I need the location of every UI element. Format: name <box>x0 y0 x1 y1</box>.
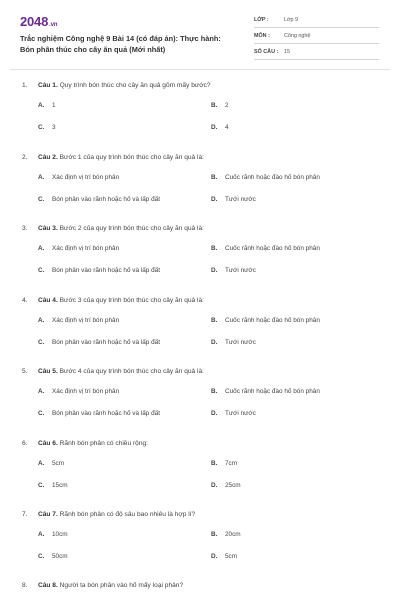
question-number: 7. <box>22 511 28 518</box>
question-label: Câu 4. <box>38 297 58 304</box>
option-d[interactable] <box>211 339 256 346</box>
question-label: Câu 1. <box>38 82 58 89</box>
option-letter: D. <box>211 482 218 489</box>
question-3 <box>0 225 400 297</box>
option-letter: D. <box>211 267 218 274</box>
question-label: Câu 5. <box>38 368 58 375</box>
option-b[interactable] <box>211 531 241 538</box>
option-letter: C. <box>38 339 45 346</box>
option-text: Bón phân vào rãnh hoặc hố và lấp đất <box>52 339 161 346</box>
option-letter: D. <box>211 553 218 560</box>
option-text: 5cm <box>225 553 238 560</box>
question-stem <box>38 440 148 447</box>
option-text: Bón phân vào rãnh hoặc hố và lấp đất <box>52 267 161 274</box>
option-text: 25cm <box>225 482 241 489</box>
option-text: 5cm <box>52 460 65 467</box>
option-d[interactable] <box>211 553 237 560</box>
title-line-1: Trắc nghiệm Công nghệ 9 Bài 14 (có đáp án): Thực hành: <box>20 34 221 43</box>
option-a[interactable] <box>38 174 119 181</box>
question-text: Người ta bón phân vào hố mấy loại phân? <box>59 582 184 589</box>
question-number: 2. <box>22 154 28 161</box>
option-letter: A. <box>38 460 45 467</box>
question-number: 5. <box>22 368 28 375</box>
option-a[interactable] <box>38 460 64 467</box>
option-c[interactable] <box>38 553 68 560</box>
option-d[interactable] <box>211 410 256 417</box>
option-text: Xác định vị trí bón phân <box>52 174 120 181</box>
option-b[interactable] <box>211 460 237 467</box>
option-c[interactable] <box>38 339 160 346</box>
option-b[interactable] <box>211 102 229 109</box>
question-number: 1. <box>22 82 28 89</box>
option-letter: A. <box>38 388 45 395</box>
option-letter: D. <box>211 196 218 203</box>
option-letter: A. <box>38 174 45 181</box>
option-text: Tưới nước <box>225 267 256 274</box>
option-text: 4 <box>225 124 229 131</box>
option-c[interactable] <box>38 267 160 274</box>
option-letter: D. <box>211 410 218 417</box>
document-title <box>20 33 245 55</box>
option-letter: C. <box>38 267 45 274</box>
question-1 <box>0 82 400 154</box>
option-a[interactable] <box>38 317 119 324</box>
option-text: 10cm <box>52 531 68 538</box>
option-c[interactable] <box>38 124 56 131</box>
question-text: Bước 2 của quy trình bón thúc cho cây ăn quả là: <box>59 225 205 232</box>
header-divider <box>10 69 390 70</box>
meta-key: SỐ CÂU : <box>254 49 279 55</box>
question-number: 4. <box>22 297 28 304</box>
question-stem <box>38 154 204 161</box>
option-letter: C. <box>38 196 45 203</box>
option-text: 3 <box>52 124 56 131</box>
option-letter: C. <box>38 410 45 417</box>
question-label: Câu 3. <box>38 225 58 232</box>
option-letter: C. <box>38 553 45 560</box>
option-d[interactable] <box>211 267 256 274</box>
meta-value: Lớp 9 <box>284 17 299 23</box>
option-d[interactable] <box>211 196 256 203</box>
question-2 <box>0 154 400 226</box>
question-label: Câu 2. <box>38 154 58 161</box>
option-text: Bón phân vào rãnh hoặc hố và lấp đất <box>52 196 161 203</box>
question-stem <box>38 82 211 89</box>
option-letter: C. <box>38 124 45 131</box>
option-letter: A. <box>38 317 45 324</box>
question-7 <box>0 511 400 583</box>
meta-info <box>254 12 379 60</box>
option-text: Bón phân vào rãnh hoặc hố và lấp đất <box>52 410 161 417</box>
option-letter: B. <box>211 102 218 109</box>
question-text: Bước 4 của quy trình bón thúc cho cây ăn quả là: <box>59 368 205 375</box>
question-5 <box>0 368 400 440</box>
option-letter: B. <box>211 174 218 181</box>
meta-key: LỚP : <box>254 17 269 23</box>
meta-row-count <box>254 44 379 60</box>
option-a[interactable] <box>38 245 119 252</box>
question-text: Rãnh bón phân có chiều rộng: <box>59 440 148 447</box>
option-a[interactable] <box>38 388 119 395</box>
question-number: 6. <box>22 440 28 447</box>
option-text: 50cm <box>52 553 68 560</box>
option-letter: B. <box>211 245 218 252</box>
question-stem <box>38 368 204 375</box>
meta-row-subject <box>254 28 379 44</box>
site-logo[interactable] <box>20 14 57 29</box>
option-letter: A. <box>38 531 45 538</box>
question-text: Quy trình bón thúc cho cây ăn quả gồm mấy bước? <box>59 82 211 89</box>
option-c[interactable] <box>38 196 160 203</box>
question-8 <box>0 582 400 596</box>
question-text: Bước 3 của quy trình bón thúc cho cây ăn quả là: <box>59 297 205 304</box>
option-d[interactable] <box>211 124 229 131</box>
option-text: Cuốc rãnh hoặc đào hố bón phân <box>225 245 320 252</box>
question-stem <box>38 297 204 304</box>
question-text: Rãnh bón phân có độ sâu bao nhiêu là hợp lí? <box>59 511 196 518</box>
option-text: 2 <box>225 102 229 109</box>
option-b[interactable] <box>211 174 320 181</box>
option-text: Xác định vị trí bón phân <box>52 245 120 252</box>
title-line-2: Bón phân thúc cho cây ăn quả (Mới nhất) <box>20 45 166 54</box>
question-6 <box>0 440 400 512</box>
option-letter: D. <box>211 124 218 131</box>
option-text: Tưới nước <box>225 196 256 203</box>
option-text: Xác định vị trí bón phân <box>52 388 120 395</box>
page-header <box>0 0 400 68</box>
question-label: Câu 8. <box>38 582 58 589</box>
question-label: Câu 6. <box>38 440 58 447</box>
option-text: Tưới nước <box>225 410 256 417</box>
option-letter: A. <box>38 245 45 252</box>
logo-text: 2048 <box>20 14 49 29</box>
option-letter: C. <box>38 482 45 489</box>
question-4 <box>0 297 400 369</box>
option-text: Cuốc rãnh hoặc đào hố bón phân <box>225 317 320 324</box>
meta-key: MÔN : <box>254 33 270 39</box>
option-b[interactable] <box>211 245 320 252</box>
question-number: 8. <box>22 582 28 589</box>
option-text: Xác định vị trí bón phân <box>52 317 120 324</box>
option-b[interactable] <box>211 317 320 324</box>
option-letter: B. <box>211 531 218 538</box>
option-letter: B. <box>211 460 218 467</box>
meta-value: 15 <box>284 49 290 55</box>
question-stem <box>38 582 183 589</box>
option-letter: B. <box>211 388 218 395</box>
meta-row-class <box>254 12 379 28</box>
option-b[interactable] <box>211 388 320 395</box>
option-text: 1 <box>52 102 56 109</box>
question-number: 3. <box>22 225 28 232</box>
option-d[interactable] <box>211 482 241 489</box>
option-text: 20cm <box>225 531 241 538</box>
question-text: Bước 1 của quy trình bón thúc cho cây ăn quả là: <box>59 154 205 161</box>
option-a[interactable] <box>38 531 68 538</box>
question-stem <box>38 225 204 232</box>
option-text: 7cm <box>225 460 238 467</box>
option-letter: B. <box>211 317 218 324</box>
question-stem <box>38 511 195 518</box>
meta-value: Công nghệ <box>284 33 311 39</box>
option-text: Tưới nước <box>225 339 256 346</box>
option-text: Cuốc rãnh hoặc đào hố bón phân <box>225 174 320 181</box>
option-text: 15cm <box>52 482 68 489</box>
question-label: Câu 7. <box>38 511 58 518</box>
option-c[interactable] <box>38 410 160 417</box>
option-c[interactable] <box>38 482 68 489</box>
option-letter: A. <box>38 102 45 109</box>
option-a[interactable] <box>38 102 56 109</box>
logo-tld: .vn <box>49 22 58 28</box>
option-letter: D. <box>211 339 218 346</box>
option-text: Cuốc rãnh hoặc đào hố bón phân <box>225 388 320 395</box>
